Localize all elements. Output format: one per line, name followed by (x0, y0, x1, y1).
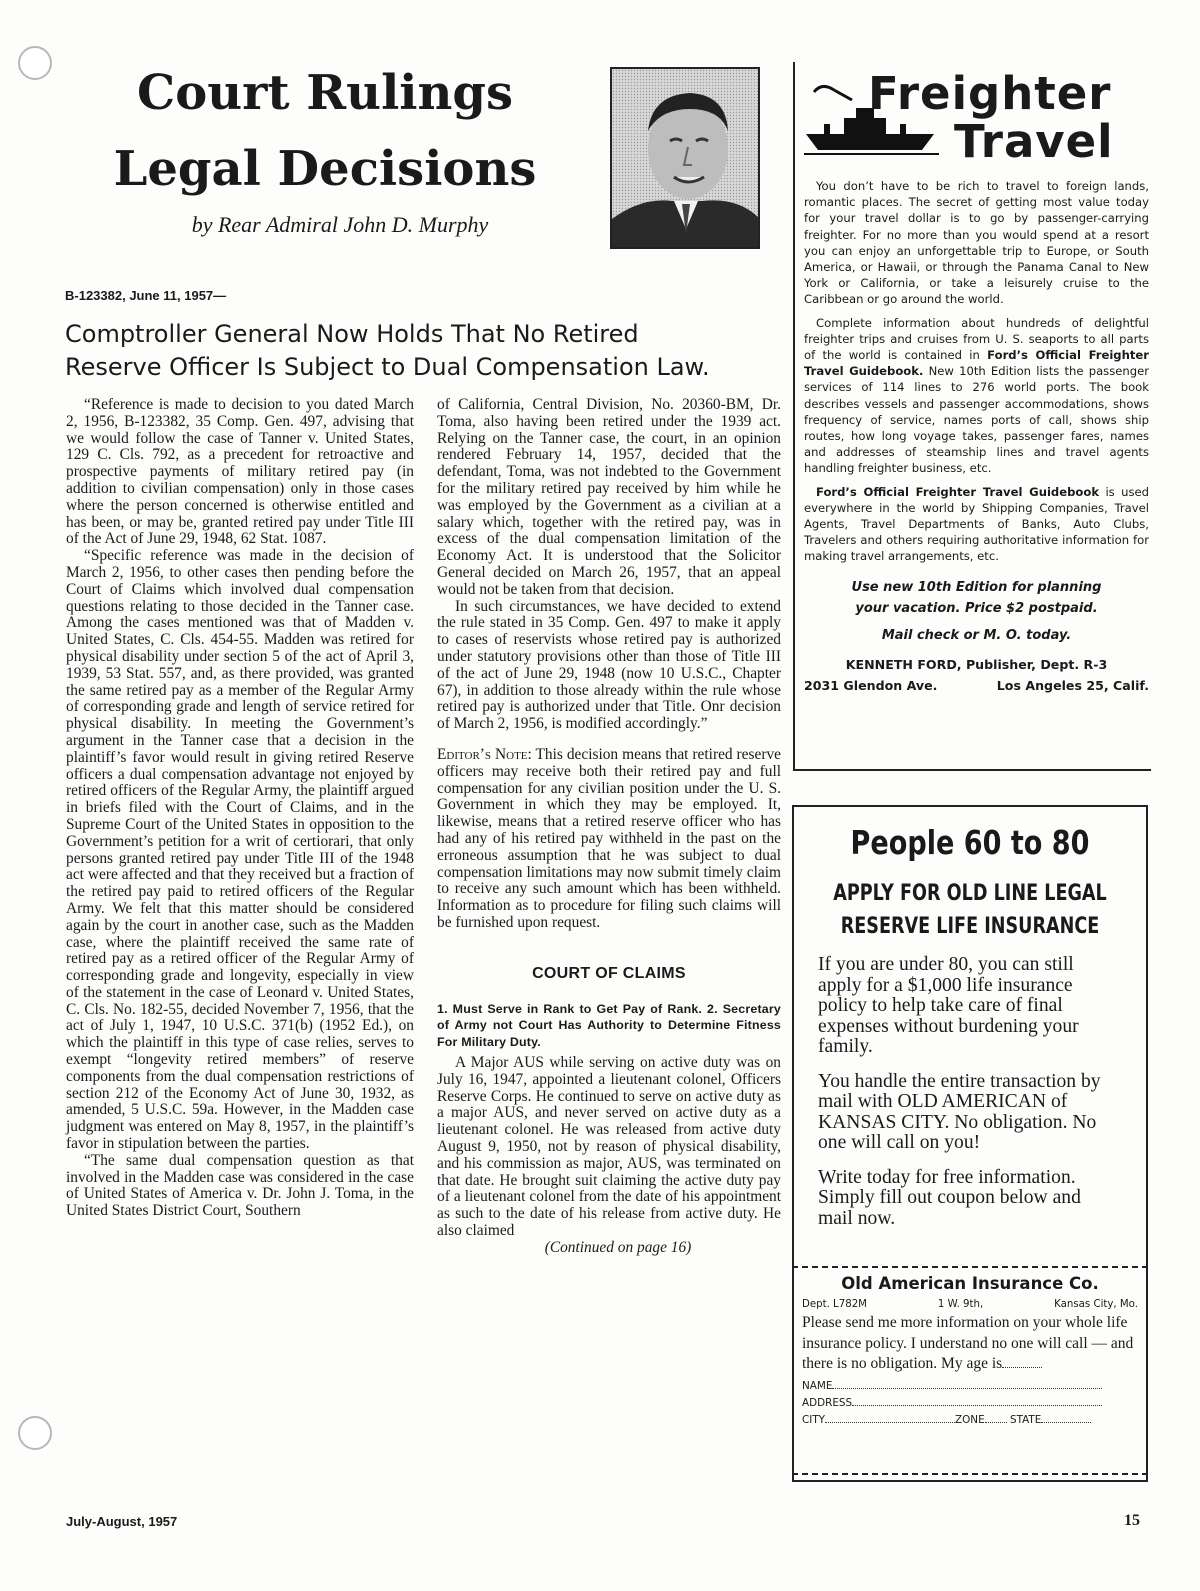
subheading-line-2: RESERVE LIFE INSURANCE (840, 914, 1100, 939)
ad-paragraph: If you are under 80, you can still apply for a $1,000 life insurance policy to help take care of final expenses without burdening your family. (818, 954, 1079, 1057)
title-line-2: Legal Decisions (113, 141, 537, 197)
ad-cta-line-2: your vacation. Price $2 postpaid. (855, 600, 1098, 616)
ad-text: New 10th Edition lists the passenger services of 114 lines to 276 world ports. The book describes vessels and passenger accommodations, shows frequency of service, names ports of call, shows ship routes, how long voyage takes, passenger fares, names and addresses of steamship lines and travel agents handling freighter business, etc. (804, 364, 1149, 476)
issue-date: July-August, 1957 (66, 1514, 178, 1529)
coupon-street: 1 W. 9th, (937, 1299, 984, 1310)
ad-paragraph: You handle the entire transaction by mail with OLD AMERICAN of KANSAS CITY. No obligation. No one will call on you! (818, 1070, 1101, 1153)
city-label: CITY (802, 1413, 826, 1426)
coupon-address (802, 1299, 1138, 1310)
address-city: Los Angeles 25, Calif. (996, 677, 1149, 693)
coupon-request: Please send me more information on your whole life insurance policy. I understand no one will call — and there is no obligation. My age is (802, 1314, 1134, 1372)
paragraph: In such circumstances, we have decided to extend the rule stated in 35 Comp. Gen. 497 to make it apply to cases of reservists whose retired pay is authorized under statutory provisions other than those of Title III of the act of June 29, 1948 (now 10 U.S.C., Chapter 67), in addition to those already within the rule whose retired pay is authorized under that Title. Onr decision of March 2, 1956, is modified accordingly.” (437, 597, 781, 733)
freighter-ad-body (804, 178, 1149, 696)
ad-paragraph (804, 484, 1149, 565)
guidebook-name: Ford’s Official Freighter Travel Guidebook (816, 484, 1100, 499)
ad-paragraph (804, 315, 1149, 477)
editor-note-text: This decision means that retired reserve officers may receive both their retired pay and full compensation for any civilian position under the U. S. Government in which they may be employed. It, likewise, means that a retired reserve officer who has had any of his retired pay withheld in the past on the erroneous assumption that he was subject to dual compensation limitations may now submit timely claim to receive any such amount which has been withheld. Information as to procedure for filing such claims will be furnished upon request. (437, 745, 781, 931)
paragraph: “The same dual compensation question as that involved in the Madden case was considered in the case of United States of America v. Dr. John J. Toma, in the United States District Court, Southern (66, 1151, 414, 1220)
name-label: NAME (802, 1379, 833, 1392)
ad-text: is used everywhere in the world by Shipping Companies, Travel Agents, Travel Departments of Banks, Auto Clubs, Travelers and others requiring authoritative information for making travel arrangements, etc. (804, 484, 1150, 564)
ad-text: Complete information about hundreds of delightful freighter trips and cruises from U. S. seaports to all parts of the world is contained in (804, 315, 1149, 363)
address-field[interactable] (852, 1405, 1102, 1406)
age-field[interactable] (1002, 1367, 1042, 1368)
city-field[interactable] (825, 1422, 955, 1423)
editor-note (437, 747, 781, 932)
article-column-1 (66, 397, 414, 1220)
paragraph: A Major AUS while serving on active duty was on July 16, 1947, appointed a lieutenant colonel, Officers Reserve Corps. He continued to serve on active duty as a major AUS, and never served on active duty as a lieutenant colonel. He was released from active duty August 9, 1950, not by reason of physical disability, and his commission as major, AUS, was terminated on that date. He brought suit claiming the active duty pay of a lieutenant colonel from the date of his appointment as such to the date of his release from active duty. He also claimed (437, 1054, 781, 1239)
ad-paragraph: Write today for free information. Simply fill out coupon below and mail now. (818, 1166, 1081, 1229)
freighter-title: Freighter (868, 67, 1112, 120)
coupon-text (802, 1313, 1138, 1375)
address-field-row (802, 1397, 1138, 1409)
paragraph: “Reference is made to decision to you dated March 2, 1956, B-123382, 35 Comp. Gen. 497, advising that we would follow the case of Tanner v. United States, 129 C. Cls. 792, as a precedent for retroactive and prospective payments of military retired pay (in addition to civilian compensation) only in those cases where the person concerned is otherwise entitled and has been, or may be, granted retired pay under Title III of the Act of June 29, 1948, 62 Stat. 1087. (66, 396, 414, 548)
state-field[interactable] (1041, 1422, 1091, 1423)
headline-line-2: Reserve Officer Is Subject to Dual Compensation Law. (65, 353, 710, 381)
punch-hole-bottom (18, 1416, 52, 1450)
article-headline (65, 318, 785, 384)
punch-hole-top (18, 46, 52, 80)
headline-line-1: Comptroller General Now Holds That No Retired (65, 320, 639, 348)
author-portrait (610, 67, 760, 249)
state-label: STATE (1009, 1413, 1042, 1426)
insurance-ad (792, 805, 1148, 1482)
byline: by Rear Admiral John D. Murphy (191, 212, 489, 237)
guidebook-name: Ford’s Official Freighter Travel Guidebook. (804, 348, 1149, 379)
coupon-city: Kansas City, Mo. (1054, 1299, 1138, 1310)
mail-coupon (792, 1266, 1148, 1475)
article-column-2 (437, 397, 781, 1257)
ad-divider-horizontal (793, 769, 1151, 771)
address-street: 2031 Glendon Ave. (804, 677, 938, 693)
paragraph: of California, Central Division, No. 20360-BM, Dr. Toma, also having been retired under the 1939 act. Relying on the Tanner case, the court, in an opinion rendered February 14, 1957, decided that the defendant, Toma, was not indebted to the Government for the military retired pay received by him while he was employed by the Government as a civilian at a salary which, together with the retired pay, was in excess of the dual compensation limitation of the Economy Act. It is understood that the Solicitor General decided on March 26, 1957, that an appeal would not be taken from that decision. (437, 396, 781, 598)
case-heading: 1. Must Serve in Rank to Get Pay of Rank. 2. Secretary of Army not Court Has Authority to Determine Fitness For Military Duty. (437, 1001, 781, 1049)
ad-cta-line-3: Mail check or M. O. today. (881, 627, 1072, 643)
insurance-body (818, 955, 1118, 1243)
name-field[interactable] (832, 1388, 1102, 1389)
page-number: 15 (1124, 1512, 1140, 1529)
ad-paragraph: You don’t have to be rich to travel to foreign lands, romantic places. The secret of getting most value today for your travel dollar is to go by passenger-carrying freighter. For no more than you would spend at a resort you can enjoy an unforgettable trip to Europe, or South America, or Hawaii, or through the Panama Canal to New York or California, or take a leisurely cruise to the Caribbean or go around the world. (804, 179, 1149, 307)
decision-reference: B-123382, June 11, 1957— (65, 288, 227, 303)
publisher: KENNETH FORD, Publisher, Dept. R-3 (845, 656, 1108, 672)
insurance-heading: People 60 to 80 (850, 823, 1090, 862)
coupon-dept: Dept. L782M (802, 1299, 867, 1310)
paragraph: “Specific reference was made in the decision of March 2, 1956, to other cases then pending before the Court of Claims which involved dual compensation questions relating to those decided in the Tanner case. Among the cases mentioned was that of Madden v. United States, C. Cls. 454-55. Madden was retired for physical disability under section 5 of the act of April 3, 1939, 53 Stat. 557, and, as there provided, was granted the same retired pay as a member of the Regular Army of corresponding grade and length of service retired for physical disability. In meeting the Government’s argument in the Tanner case that a decision in the plaintiff’s favor would result in giving retired Reserve officers a dual compensation advantage not enjoyed by retired officers of the Regular Army, the plaintiff argued in briefs filed with the Court of Claims, and in the Supreme Court of the United States in opposition to the Government’s petition for a writ of certiorari, that only persons granted retired pay under Title III of the 1948 act were affected and that they received but a fraction of the retired pay paid to retired officers of the Regular Army. We felt that this matter should be considered again by the court in another case, such as the Madden case, where the plaintiff received the same rate of retired pay as a retired officer of the Regular Army of corresponding grade and longevity, especially in view of the statement in the case of Leonard v. United States, C. Cls. No. 182-55, decided November 7, 1956, that the act of July 1, 1947, 10 U.S.C. 371(b) (1952 Ed.), on which the plaintiff in this type of case relies, serves to exempt “longevity retired members” of reserve components from the dual compensation restrictions of section 212 of the Economy Act of June 30, 1932, as amended, 5 U.S.C. 59a. However, in the Madden case judgment was entered on May 8, 1957, in the plaintiff’s favor in stipulation between the parties. (66, 547, 414, 1153)
insurance-subheading (829, 877, 1111, 943)
travel-title: Travel (954, 115, 1114, 168)
address-label: ADDRESS (802, 1396, 853, 1409)
ad-divider-vertical (793, 62, 795, 770)
continued-note: (Continued on page 16) (544, 1238, 692, 1256)
editor-note-label: Editor’s Note: (437, 745, 532, 763)
title-line-1: Court Rulings (136, 65, 514, 121)
zone-field[interactable] (985, 1422, 1007, 1423)
article-title (60, 62, 590, 200)
name-field-row (802, 1380, 1138, 1392)
subheading-line-1: APPLY FOR OLD LINE LEGAL (833, 881, 1107, 906)
publisher-address (804, 675, 1149, 696)
portrait-image (612, 69, 758, 247)
coupon-company: Old American Insurance Co. (841, 1274, 1099, 1293)
zone-label: ZONE (955, 1413, 985, 1426)
city-field-row (802, 1414, 1138, 1426)
ad-cta-line-1: Use new 10th Edition for planning (851, 579, 1102, 595)
section-heading: COURT OF CLAIMS (532, 964, 686, 982)
